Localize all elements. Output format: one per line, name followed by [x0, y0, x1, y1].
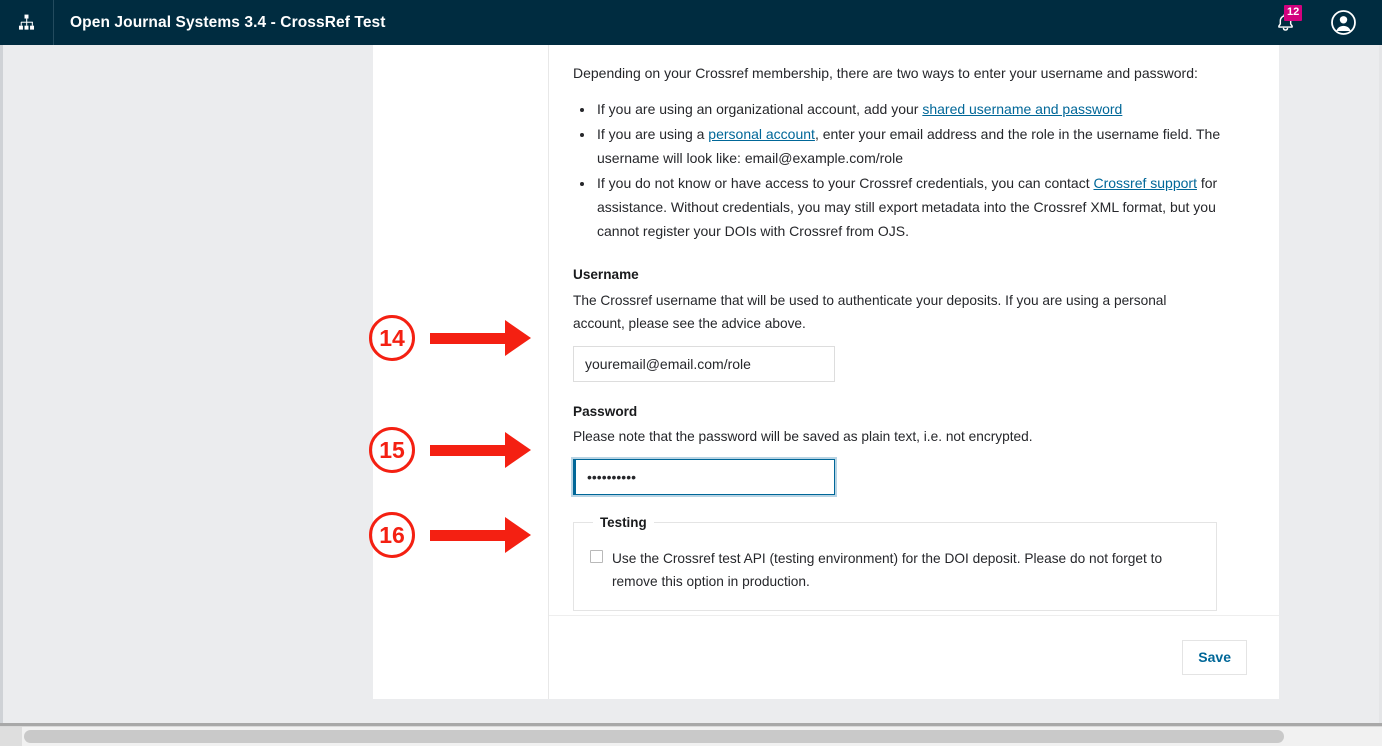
shared-username-and-password-link[interactable]: shared username and password — [922, 100, 1123, 117]
password-field-group — [573, 402, 1247, 495]
intro-paragraph: Depending on your Crossref membership, there are two ways to enter your username and password: — [573, 65, 1198, 81]
bullet-3-text-after: for assistance. Without credentials, you may still export metadata into the Crossref XML format, but you cannot register your DOIs with Crossref from OJS. — [597, 174, 1218, 240]
username-field-group — [573, 265, 1247, 382]
password-description: Please note that the password will be saved as plain text, i.e. not encrypted. — [573, 429, 1033, 445]
testing-legend: Testing — [600, 514, 647, 530]
top-navigation-bar — [0, 0, 1382, 45]
bullet-3-text-before: If you do not know or have access to your Crossref credentials, you can contact — [597, 174, 1094, 191]
crossref-settings-form — [549, 45, 1279, 615]
annotation-marker-16: 16 — [369, 512, 415, 558]
username-input[interactable] — [573, 346, 835, 382]
top-bar-actions — [1270, 0, 1382, 45]
list-item — [595, 122, 1247, 170]
bullet-2-text-after: , enter your email address and the role in the username field. The username will look like: email@example.com/role — [597, 125, 1221, 166]
username-description: The Crossref username that will be used to authenticate your deposits. If you are using a personal account, please see the advice above. — [573, 292, 1167, 332]
content-panel — [373, 45, 1279, 699]
list-item — [595, 171, 1247, 243]
personal-account-link[interactable]: personal account — [708, 125, 815, 142]
bullet-1-text-before: If you are using an organizational account, add your — [597, 100, 923, 117]
testing-api-checkbox[interactable] — [590, 550, 603, 563]
notifications-button[interactable] — [1270, 5, 1300, 38]
scrollbar-left-cap[interactable] — [0, 727, 22, 746]
testing-option-row — [590, 538, 1200, 594]
horizontal-scrollbar-thumb[interactable] — [24, 730, 1284, 743]
notification-count-badge: 12 — [1284, 5, 1302, 21]
sitemap-icon[interactable] — [0, 0, 54, 45]
list-item — [595, 97, 1247, 121]
bullet-2-text-before: If you are using a — [597, 125, 709, 142]
username-label: Username — [573, 267, 639, 283]
password-input[interactable] — [573, 459, 835, 495]
form-footer — [549, 615, 1279, 699]
password-label: Password — [573, 403, 638, 419]
crossref-support-link[interactable]: Crossref support — [1093, 174, 1197, 191]
testing-fieldset — [573, 515, 1217, 611]
membership-instructions-list — [573, 97, 1247, 243]
user-account-button[interactable] — [1328, 8, 1358, 38]
canvas-inner — [20, 45, 1368, 721]
user-circle-icon — [1330, 9, 1357, 36]
save-button[interactable]: Save — [1182, 640, 1247, 676]
page-canvas — [0, 45, 1382, 723]
annotation-marker-15: 15 — [369, 427, 415, 473]
annotation-marker-14: 14 — [369, 315, 415, 361]
testing-api-checkbox-label[interactable]: Use the Crossref test API (testing environment) for the DOI deposit. Please do not forget to remove this option in production. — [612, 550, 1163, 590]
horizontal-scrollbar[interactable] — [0, 726, 1382, 746]
page-title: Open Journal Systems 3.4 - CrossRef Test — [70, 13, 386, 31]
